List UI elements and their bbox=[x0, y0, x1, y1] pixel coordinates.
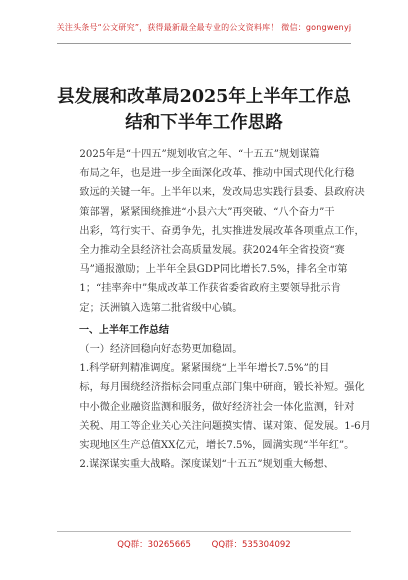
text-line: 2025年是“十四五”规划收官之年、“十五五”规划谋篇 bbox=[79, 149, 320, 160]
text-line: 策部署，紧紧围绕推进“小县六大”再突破、“八个奋力”干 bbox=[79, 206, 335, 218]
item-paragraph bbox=[59, 455, 349, 474]
document-body bbox=[59, 145, 371, 474]
document-title-line: 县发展和改革局2025年上半年工作总 bbox=[57, 87, 351, 107]
text-line: 1.科学研判精准调度。紧紧围绕“上半年增长7.5%”的目 bbox=[79, 363, 330, 375]
footer-banner: QQ群：30265665 QQ群：535304092 bbox=[117, 540, 291, 550]
text-line: 关税、用工等企业关心关注问题摸实情、谋对策、促发展。1-6月 bbox=[79, 420, 371, 432]
item-paragraph bbox=[59, 359, 371, 455]
footer-divider bbox=[57, 531, 351, 532]
text-line: 实现地区生产总值XX亿元，增长7.5%，圆满实现“半年红”。 bbox=[79, 440, 355, 452]
sub-heading: （一）经济回稳向好态势更加稳固。 bbox=[79, 344, 243, 356]
section-heading: 一、上半年工作总结 bbox=[79, 324, 169, 336]
text-line: 定；沃洲镇入选第二批省级中心镇。 bbox=[79, 302, 243, 314]
text-line: 中小微企业融资监测和服务，做好经济社会一体化监测，针对 bbox=[79, 401, 355, 413]
text-line: 马”通报激励；上半年全县GDP同比增长7.5%，排名全市第 bbox=[79, 264, 348, 276]
text-line: 全力推动全县经济社会高质量发展。获2024年全省投资“赛 bbox=[79, 245, 345, 257]
header-divider bbox=[57, 43, 351, 44]
text-line: 出彩，笃行实干、奋勇争先，扎实推进发展改革各项重点工作， bbox=[79, 225, 365, 237]
header-banner: 关注头条号“公文研究”，获得最新最全最专业的公文资料库！ 微信：gongwenyj bbox=[56, 23, 352, 32]
document-title-line: 结和下半年工作思路 bbox=[125, 113, 283, 133]
text-line: 1；“挂率奔中”集成改革工作获省委省政府主要领导批示肯 bbox=[79, 283, 341, 295]
text-line: 布局之年，也是进一步全面深化改革、推动中国式现代化行稳 bbox=[79, 168, 355, 180]
text-line: 2.谋深谋实重大战略。深度谋划“十五五”规划重大畅想、 bbox=[79, 459, 334, 471]
intro-paragraph bbox=[59, 145, 365, 318]
document-title bbox=[50, 84, 358, 136]
text-line: 标，每月围绕经济指标会同重点部门集中研商，锻长补短。强化 bbox=[79, 382, 365, 394]
text-line: 致远的关键一年。上半年以来，发改局忠实践行县委、县政府决 bbox=[79, 187, 365, 199]
